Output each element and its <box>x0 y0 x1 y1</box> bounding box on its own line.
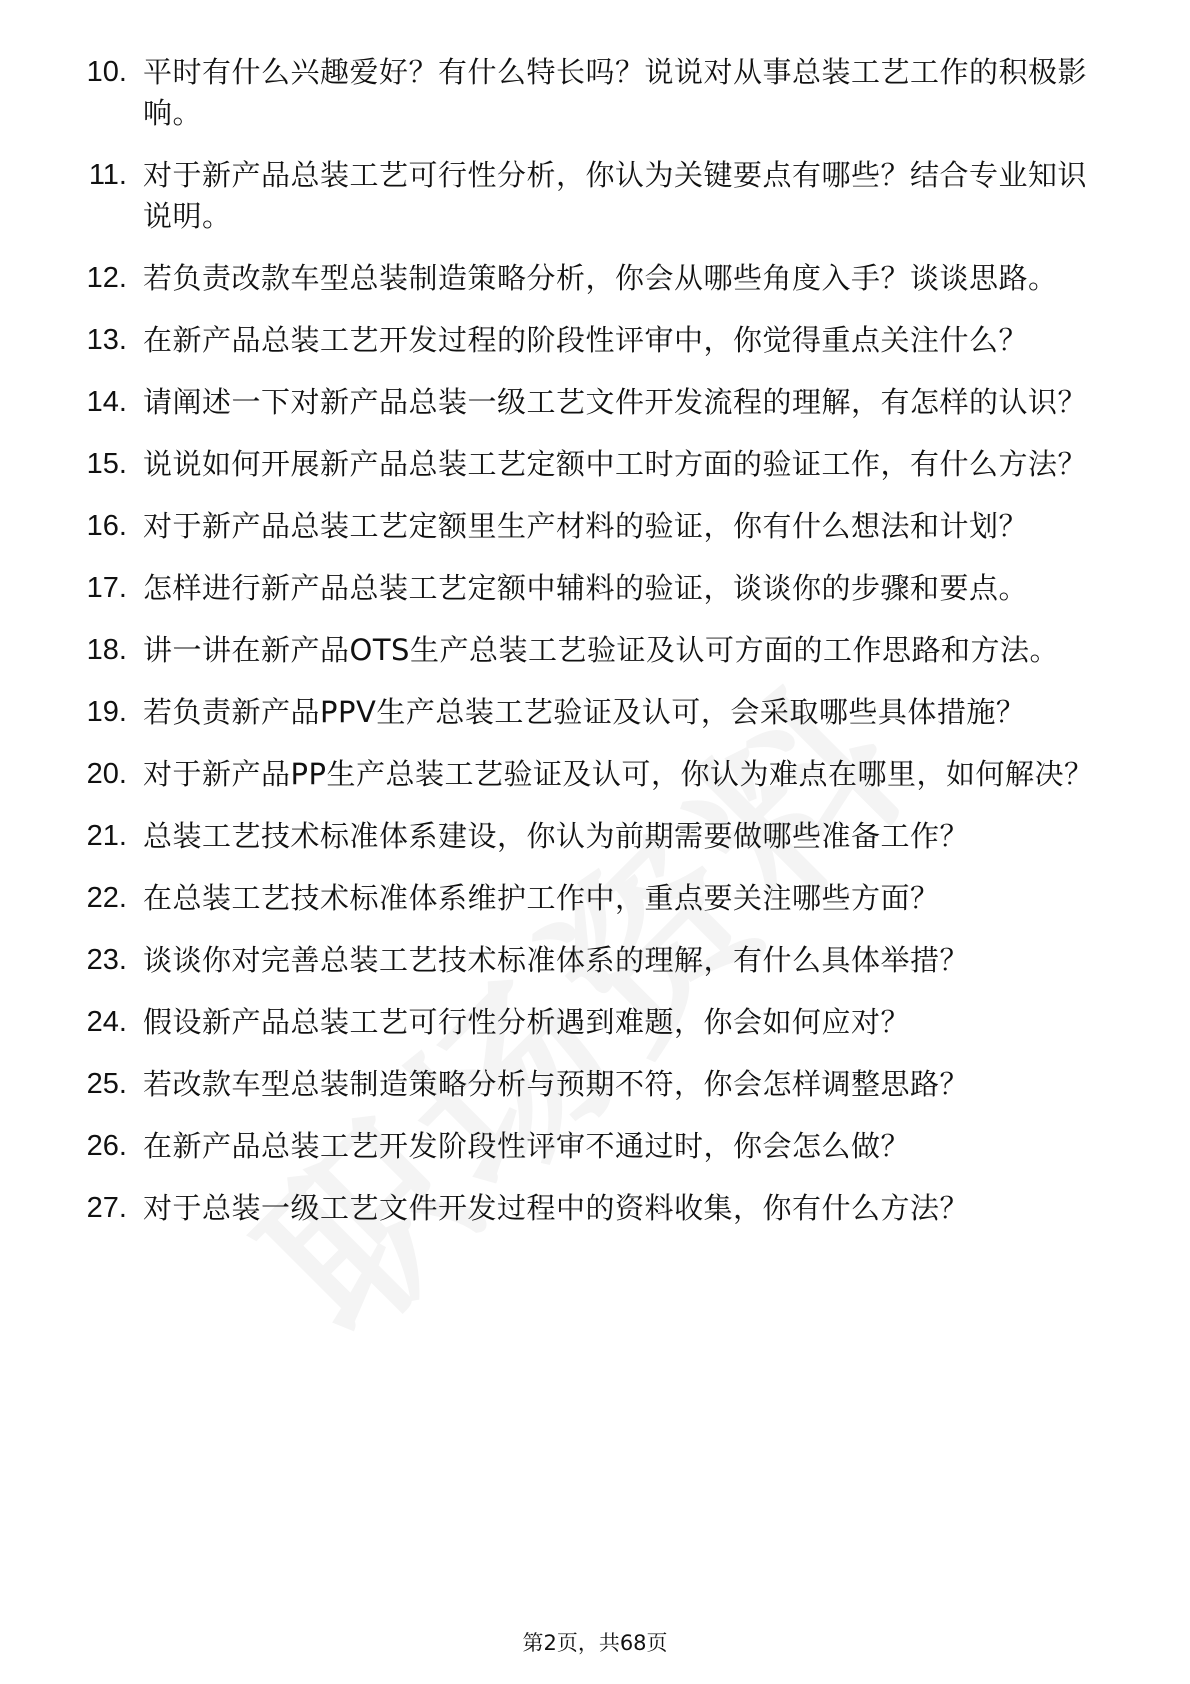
question-text: 若负责新产品PPV生产总装工艺验证及认可，会采取哪些具体措施？ <box>143 695 1026 729</box>
question-item <box>0 1064 1190 1105</box>
question-number: 18. <box>86 634 127 666</box>
question-item <box>0 444 1190 485</box>
question-text: 对于总装一级工艺文件开发过程中的资料收集，你有什么方法？ <box>143 1191 970 1225</box>
question-text: 在新产品总装工艺开发阶段性评审不通过时，你会怎么做？ <box>143 1129 911 1163</box>
question-number: 27. <box>86 1192 127 1224</box>
question-text: 对于新产品总装工艺可行性分析，你认为关键要点有哪些？结合专业知识说明。 <box>143 158 1088 233</box>
question-item <box>0 1188 1190 1229</box>
question-text: 若负责改款车型总装制造策略分析，你会从哪些角度入手？谈谈思路。 <box>143 261 1058 295</box>
question-item <box>0 692 1190 733</box>
question-number: 24. <box>86 1006 127 1038</box>
question-text: 对于新产品总装工艺定额里生产材料的验证，你有什么想法和计划？ <box>143 509 1029 543</box>
question-number: 11. <box>88 159 127 191</box>
question-item <box>0 258 1190 299</box>
question-number: 20. <box>86 758 127 790</box>
question-text: 对于新产品PP生产总装工艺验证及认可，你认为难点在哪里，如何解决？ <box>143 757 1094 791</box>
question-text: 在新产品总装工艺开发过程的阶段性评审中，你觉得重点关注什么？ <box>143 323 1029 357</box>
question-text: 怎样进行新产品总装工艺定额中辅料的验证，谈谈你的步骤和要点。 <box>143 571 1029 605</box>
question-number: 26. <box>86 1130 127 1162</box>
question-text: 若改款车型总装制造策略分析与预期不符，你会怎样调整思路？ <box>143 1067 970 1101</box>
question-item <box>0 1002 1190 1043</box>
question-text: 说说如何开展新产品总装工艺定额中工时方面的验证工作，有什么方法？ <box>143 447 1088 481</box>
question-number: 12. <box>86 262 127 294</box>
question-item <box>0 320 1190 361</box>
question-number: 14. <box>86 386 127 418</box>
question-text: 在总装工艺技术标准体系维护工作中，重点要关注哪些方面？ <box>143 881 940 915</box>
question-item <box>0 630 1190 671</box>
question-number: 17. <box>86 572 127 604</box>
question-item <box>0 52 1190 134</box>
question-item <box>0 506 1190 547</box>
question-text: 总装工艺技术标准体系建设，你认为前期需要做哪些准备工作？ <box>143 819 970 853</box>
question-number: 21. <box>86 820 127 852</box>
question-list <box>0 52 1190 1250</box>
question-number: 22. <box>86 882 127 914</box>
question-number: 13. <box>86 324 127 356</box>
question-number: 23. <box>86 944 127 976</box>
question-number: 15. <box>86 448 127 480</box>
question-item <box>0 155 1190 237</box>
question-item <box>0 568 1190 609</box>
question-text: 谈谈你对完善总装工艺技术标准体系的理解，有什么具体举措？ <box>143 943 970 977</box>
question-text: 讲一讲在新产品OTS生产总装工艺验证及认可方面的工作思路和方法。 <box>143 633 1059 667</box>
question-number: 19. <box>86 696 127 728</box>
question-text: 平时有什么兴趣爱好？有什么特长吗？说说对从事总装工艺工作的积极影响。 <box>143 55 1088 130</box>
question-item <box>0 940 1190 981</box>
question-number: 10. <box>86 56 127 88</box>
question-item <box>0 382 1190 423</box>
question-number: 25. <box>86 1068 127 1100</box>
question-number: 16. <box>86 510 127 542</box>
page-footer: 第2页，共68页 <box>522 1631 668 1655</box>
question-text: 请阐述一下对新产品总装一级工艺文件开发流程的理解，有怎样的认识？ <box>143 385 1088 419</box>
question-item <box>0 816 1190 857</box>
question-item <box>0 878 1190 919</box>
question-item <box>0 1126 1190 1167</box>
question-text: 假设新产品总装工艺可行性分析遇到难题，你会如何应对？ <box>143 1005 911 1039</box>
question-item <box>0 754 1190 795</box>
